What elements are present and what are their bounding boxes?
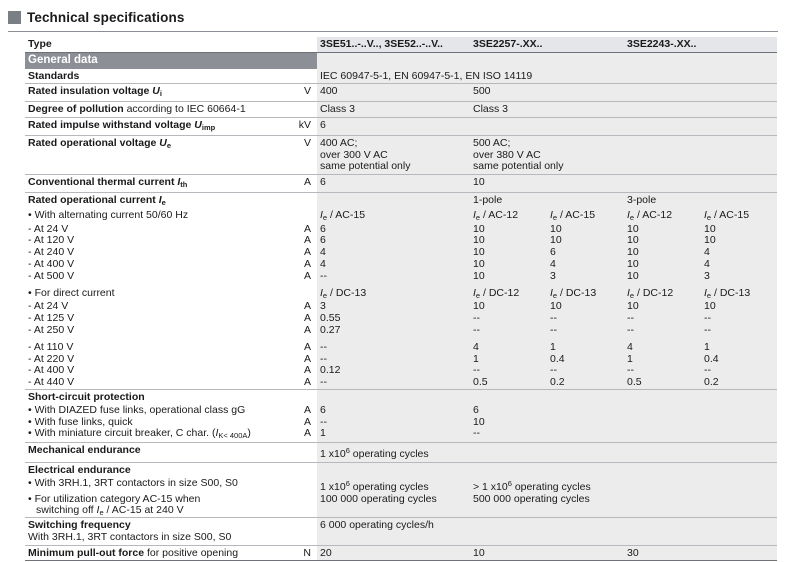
table-cell: --: [701, 365, 777, 377]
row-operational-current: Rated operational current $I_e$ 1-pole 3-pole: [25, 192, 777, 209]
table-cell: 3: [317, 301, 470, 313]
table-cell: --: [547, 325, 624, 337]
table-cell: --: [317, 271, 470, 283]
table-row: [25, 313, 777, 325]
table-cell: 1: [470, 354, 547, 366]
row-short-circuit: Short-circuit protection: [25, 389, 777, 404]
title-divider: [8, 31, 778, 32]
row-sc-mcb: • With miniature circuit breaker, C char. $(I_{K< 400A})$ A 1 --: [25, 428, 777, 442]
table-cell: 0.12: [317, 365, 470, 377]
table-row: [25, 259, 777, 271]
table-cell: 10: [624, 301, 701, 313]
row-ac-heads: • With alternating current 50/60 Hz $I_e / AC-15$ $I_e / AC-12$ $I_e / AC-15$ $I_e / AC-12$ $I_e / AC-15$: [25, 210, 777, 224]
page-title: Technical specifications: [27, 10, 185, 25]
table-row: [25, 224, 777, 236]
type-label: Type: [25, 37, 290, 52]
table-cell: 10: [470, 271, 547, 283]
row-electrical-ac15: • For utilization category AC-15 when switching off $I_e / AC-15$ at 240 V 100 000 operating cycles 500 000 operating cycles: [25, 494, 777, 518]
table-cell: 6: [317, 224, 470, 236]
table-cell: 10: [547, 235, 624, 247]
table-cell: 0.4: [547, 354, 624, 366]
table-cell: - At 24 V: [28, 223, 69, 235]
table-cell: A: [303, 270, 311, 282]
table-row: [25, 271, 777, 283]
table-cell: 4: [470, 342, 547, 354]
table-cell: - At 125 V: [28, 313, 75, 325]
table-cell: 4: [317, 259, 470, 271]
table-cell: 10: [624, 271, 701, 283]
table-cell: --: [317, 377, 470, 389]
table-cell: 1: [624, 354, 701, 366]
row-standards: Standards IEC 60947-5-1, EN 60947-5-1, EN ISO 14119: [25, 69, 777, 84]
row-impulse-voltage: Rated impulse withstand voltage $U_{imp}$ kV 6: [25, 117, 777, 135]
table-cell: A: [303, 258, 311, 270]
table-cell: --: [470, 313, 547, 325]
row-thermal-current: Conventional thermal current $I_{th}$ A 6 10: [25, 175, 777, 193]
table-row: [25, 325, 777, 337]
table-header-row: [25, 37, 777, 52]
row-insulation-voltage: Rated insulation voltage $U_i$ V 400 500: [25, 84, 777, 102]
table-cell: 3: [547, 271, 624, 283]
title-square-icon: [8, 11, 21, 24]
table-cell: - At 110 V: [28, 341, 74, 353]
table-cell: --: [317, 354, 470, 366]
table-cell: --: [701, 325, 777, 337]
table-cell: 0.27: [317, 325, 470, 337]
title-bar: [8, 10, 778, 32]
table-cell: - At 120 V: [28, 235, 75, 247]
table-cell: A: [303, 365, 311, 377]
table-cell: 0.5: [624, 377, 701, 389]
table-cell: --: [624, 313, 701, 325]
table-cell: 10: [624, 247, 701, 259]
table-cell: - At 250 V: [28, 324, 75, 336]
section-general-data: [25, 52, 777, 68]
table-cell: A: [303, 353, 311, 365]
row-dc-heads: • For direct current $I_e / DC-13$ $I_e / DC-12$ $I_e / DC-13$ $I_e / DC-12$ $I_e / DC-13$: [25, 288, 777, 302]
row-pullout-force: Minimum pull-out force for positive opening N 20 10 30: [25, 545, 777, 561]
dc-rows-b: [25, 342, 777, 390]
table-cell: 10: [470, 247, 547, 259]
table-cell: 10: [470, 224, 547, 236]
table-cell: --: [547, 313, 624, 325]
row-sc-diazed: • With DIAZED fuse links, operational class gG A 6 6: [25, 405, 777, 417]
table-cell: --: [701, 313, 777, 325]
table-cell: 4: [701, 259, 777, 271]
table-row: [25, 301, 777, 313]
spec-table: [25, 37, 777, 561]
table-row: [25, 342, 777, 354]
table-cell: --: [547, 365, 624, 377]
table-row: [25, 377, 777, 389]
row-electrical-endurance: Electrical endurance: [25, 462, 777, 477]
table-cell: 10: [470, 301, 547, 313]
table-cell: 0.2: [547, 377, 624, 389]
row-switching-frequency: Switching frequency With 3RH.1, 3RT contactors in size S00, S0 6 000 operating cycles/h: [25, 518, 777, 546]
table-cell: - At 500 V: [28, 270, 75, 282]
table-cell: 4: [317, 247, 470, 259]
table-cell: A: [303, 247, 311, 259]
table-cell: 4: [701, 247, 777, 259]
table-cell: A: [303, 301, 311, 313]
table-row: [25, 354, 777, 366]
table-cell: 4: [547, 259, 624, 271]
row-mechanical-endurance: Mechanical endurance 1 $x10^6$ operating cycles: [25, 443, 777, 463]
table-cell: - At 400 V: [28, 365, 75, 377]
row-pollution: Degree of pollution according to IEC 60664-1 Class 3 Class 3: [25, 102, 777, 118]
table-cell: - At 24 V: [28, 301, 69, 313]
row-electrical-contactors: • With 3RH.1, 3RT contactors in size S00, S0 1 $x10^6$ operating cycles > 1 $x10^6$ operating cycles: [25, 478, 777, 494]
table-cell: 10: [701, 224, 777, 236]
table-cell: - At 400 V: [28, 258, 75, 270]
row-operational-voltage: Rated operational voltage $U_e$ V 400 AC; over 300 V AC same potential only 500 AC; over 380 V AC same potential only: [25, 135, 777, 174]
table-cell: A: [303, 235, 311, 247]
table-cell: A: [303, 324, 311, 336]
section-title: General data: [25, 52, 317, 68]
table-cell: 1: [547, 342, 624, 354]
row-sc-quick: • With fuse links, quick A -- 10: [25, 417, 777, 429]
table-cell: 4: [624, 342, 701, 354]
table-cell: --: [470, 365, 547, 377]
table-cell: - At 440 V: [28, 377, 75, 389]
table-cell: 10: [701, 301, 777, 313]
dc-rows-a: [25, 301, 777, 336]
type-col1: 3SE51..-..V.., 3SE52..-..V..: [317, 37, 470, 52]
table-row: [25, 235, 777, 247]
table-cell: 10: [470, 235, 547, 247]
ac-rows: [25, 224, 777, 283]
table-cell: 0.55: [317, 313, 470, 325]
table-cell: 10: [547, 224, 624, 236]
table-cell: 10: [624, 259, 701, 271]
table-cell: 10: [470, 259, 547, 271]
table-cell: A: [303, 341, 311, 353]
table-row: [25, 365, 777, 377]
table-cell: A: [303, 223, 311, 235]
table-cell: - At 220 V: [28, 353, 75, 365]
table-cell: 10: [624, 224, 701, 236]
table-cell: 6: [317, 235, 470, 247]
table-cell: --: [624, 365, 701, 377]
table-cell: --: [624, 325, 701, 337]
table-cell: --: [470, 325, 547, 337]
table-cell: 0.5: [470, 377, 547, 389]
table-cell: 1: [701, 342, 777, 354]
table-cell: A: [303, 313, 311, 325]
table-cell: 3: [701, 271, 777, 283]
table-row: [25, 247, 777, 259]
table-cell: 6: [547, 247, 624, 259]
table-cell: 0.4: [701, 354, 777, 366]
type-col3: 3SE2243-.XX..: [624, 37, 777, 52]
table-cell: --: [317, 342, 470, 354]
table-cell: 0.2: [701, 377, 777, 389]
type-col2: 3SE2257-.XX..: [470, 37, 624, 52]
table-cell: - At 240 V: [28, 247, 75, 259]
table-cell: 10: [624, 235, 701, 247]
table-cell: 10: [547, 301, 624, 313]
table-cell: 10: [701, 235, 777, 247]
table-cell: A: [303, 377, 311, 389]
